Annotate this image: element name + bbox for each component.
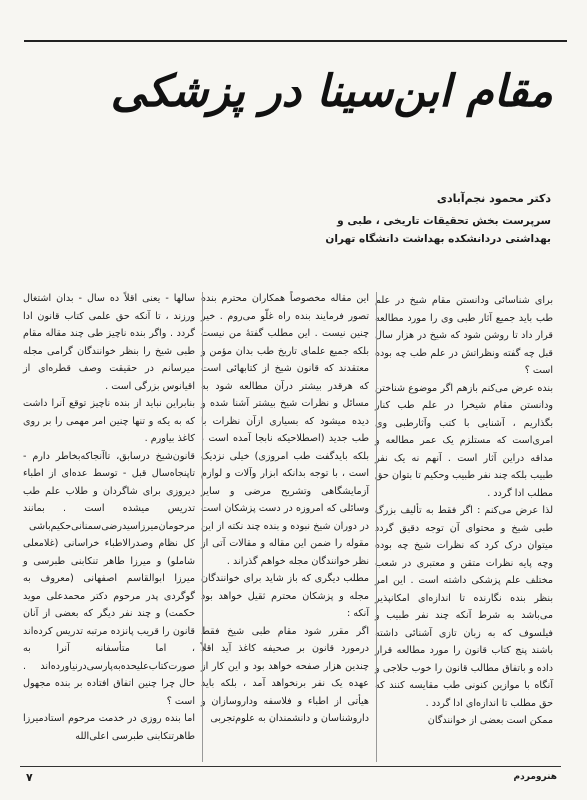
paragraph: اما بنده روزی در خدمت مرحوم استادمیرزا طاهرتنکابنی طبرسی اعلی‌الله	[23, 713, 195, 742]
paragraph: لذا عرض می‌کنم : اگر فقط به تألیف بزرگ طبی شیخ و محتوای آن توجه دقیق گردد میتوان درک کرد که نظرات شیخ چه بوده وچه پایه نظرات متقن و معتبری در شعب مختلف علم پزشکی داشته است . این امر بنظر بنده نگارنده تا اندازه‌ای امکانپذیر می‌باشد به شرط آنکه چند نفر طبیب و فیلسوف که به زبان تازی آشنائی داشته باشند پنج کتاب قانون را مورد مطالعه قرار داده و باتفاق مطالب قانون را خوب حلاجی و آنگاه با موازین کنونی طب مقایسه کنند که حق مطلب تا اندازه‌ای ادا گردد .	[375, 505, 553, 709]
paragraph: بنابراین نباید از بنده ناچیز توقع آنرا داشت که به یکه و تنها چنین امر مهمی را بر روی کاغذ بیاورم .	[23, 398, 195, 444]
paragraph: ممکن است بعضی از خوانندگان	[427, 715, 553, 726]
author-name: دکتر محمود نجم‌آبادی	[436, 192, 551, 205]
paragraph: برای شناسائی ودانستن مقام شیخ در علم طب باید جمیع آثار طبی وی را مورد مطالعه قرار داد تا روشن شود که شیخ در هزار سال قبل چه گفته ونظراتش در علم طب چه بوده است ؟	[375, 295, 553, 376]
paragraph: سالها - یعنی اقلاً ده سال - بدان اشتغال ورزند ، تا آنکه حق علمی کتاب قانون ادا گردد . واگر بنده ناچیز طی چند مقاله مقام طبی شیخ را بنظر خوانندگان گرامی مجله میرسانم در حقیقت وصف قطره‌ای از اقیانوس بزرگی است .	[23, 293, 195, 392]
paragraph: بنده عرض می‌کنم بازهم اگر موضوع شناختن ودانستن مقام شیخرا در علم طب کنار بگذاریم ، آشنایی با کتب وآثارطبی وی امری‌است که مستلزم یک عمر مطالعه و مداقه دراین آثار است . آنهم نه یک نفر طبیب بلکه چند نفر طبیب وحکیم تا بتوان حق مطلب ادا گردد .	[375, 382, 553, 499]
column-divider	[202, 292, 203, 762]
text-column-right	[375, 292, 553, 754]
text-column-left	[23, 290, 195, 792]
header-rule	[24, 40, 567, 42]
text-column-middle	[201, 290, 369, 792]
footer-rule	[20, 766, 561, 767]
paragraph: اگر مقرر شود مقام طبی شیخ فقط درمورد قانون بر صحیفه کاغذ آید اقلاً چندین هزار صفحه خواهد بود و این کار از عهده یک نفر برنخواهد آمد ، بلکه باید هیأتی از اطباء و فلاسفه وداروسازان و داروشناسان و دانشمندان به علوم‌تجربی	[201, 625, 369, 724]
paragraph: مطلب دیگری که باز شاید برای خوانندگان مجله و پزشکان محترم ثقیل خواهد بود آنکه :	[201, 573, 369, 619]
column-divider	[376, 292, 377, 762]
paragraph: قانون‌شیخ درسابق، تاآنجاکه‌بخاطر دارم - تاپنجاه‌سال قبل - توسط عده‌ای از اطباء دیروزی برای شاگردان و طلاب علم طب تدریس میشده است . بمانند مرحومان‌میرزاسیدرضی‌سمنانی‌حکیم‌باشی کل نظام وصدرالاطباء خراسانی (غلامعلی شاملو) و میرزا طاهر تنکابنی طبرسی و میرزا ابوالقاسم اصفهانی (معروف به گوگردی پدر مرحوم دکتر محمدعلی موید حکمت) و چند نفر دیگر که بعضی از آنان قانون را قریب پانزده مرتبه تدریس کرده‌اند ، اما متأسفانه آنرا به صورت‌کتاب‌علیحده‌به‌پارسی‌درنیاورده‌اند . حال چرا چنین اتفاق افتاده بر بنده مجهول است ؟	[23, 450, 195, 707]
article-title: مقام ابن‌سینا در پزشکی	[110, 66, 553, 117]
author-affiliation: سرپرست بخش تحقیقات تاریخی ، طبی و بهداشتی دردانشکده بهداشت دانشگاه تهران	[325, 215, 551, 245]
paragraph: این مقاله مخصوصاً همکاران محترم بنده تصور فرمایند بنده راه غلّو می‌روم . خیر چنین نیست . این مطلب گفتهٔ من نیست بلکه جمیع علمای تاریخ طب بدان مؤمن و معتقدند که قانون شیخ از کتابهائی است که هرقدر بیشتر درآن مطالعه شود به مسائل و نظرات شیخ بیشتر آشنا شده و دیده میشود که بسیاری ازآن نظرات با طب جدید (اصطلاحیکه نابجا آمده است ، بلکه بایدگفت طب امروزی) خیلی نزدیک است ، با توجه بدانکه ابزار وآلات و لوازم آزمایشگاهی وتشریح مرضی و سایر وسائلی که امروزه در دست پزشکان است در دوران شیخ نبوده و بنده چند نکته از این مقوله را ضمن این مقاله و مقالات آتی از نظر خوانندگان مجله خواهم گذراند .	[201, 293, 369, 567]
magazine-name: هنرومردم	[513, 772, 557, 782]
page-number: ۷	[26, 771, 33, 784]
